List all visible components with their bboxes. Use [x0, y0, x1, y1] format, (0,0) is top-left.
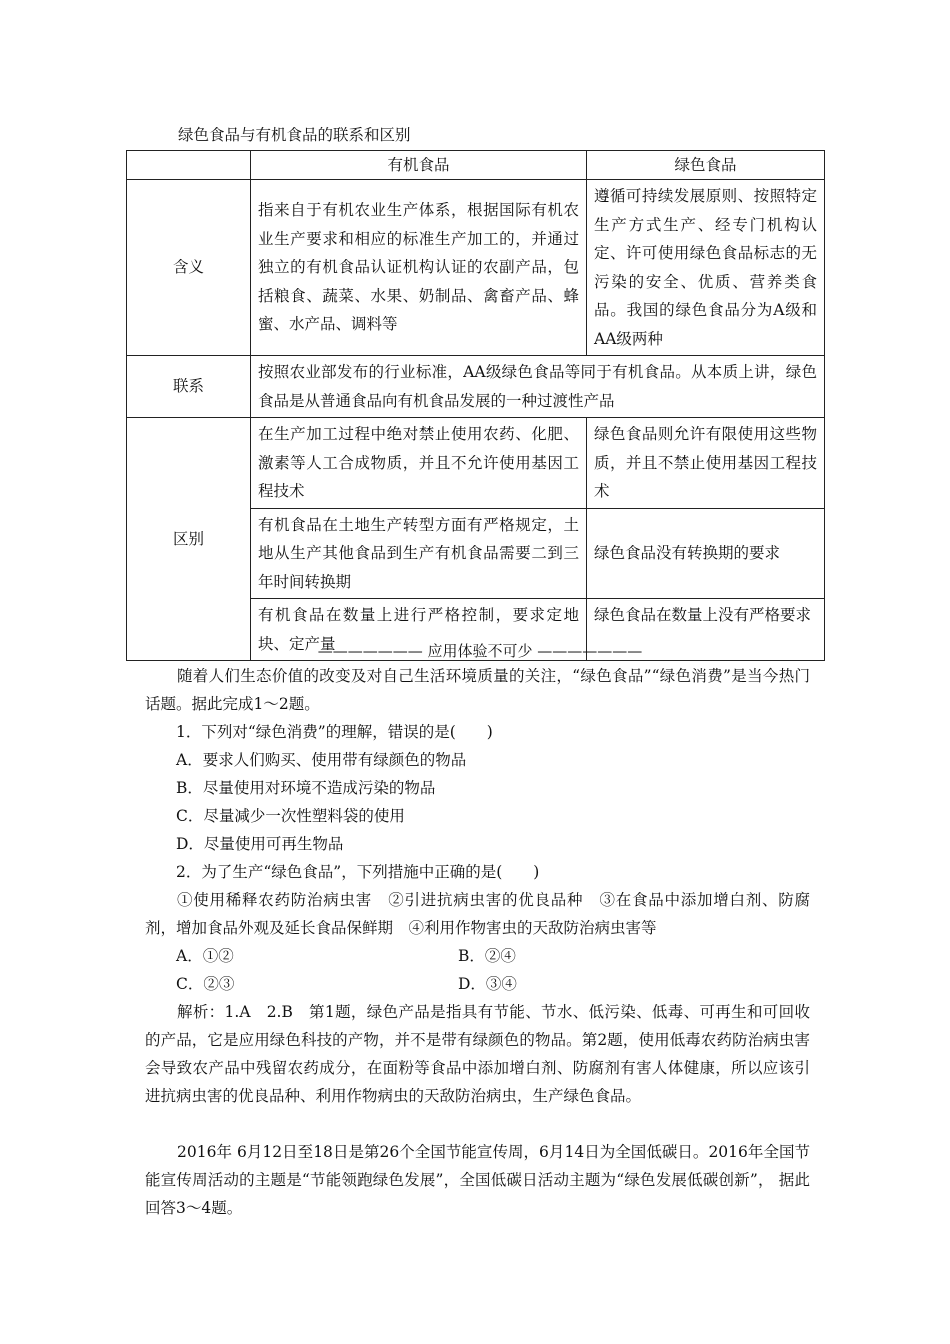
question-1-option-c: C．尽量减少一次性塑料袋的使用	[176, 807, 405, 825]
row-label-difference: 区别	[127, 418, 251, 661]
question-2-option-a: A．①②	[176, 947, 234, 965]
difference-organic-cell: 在生产加工过程中绝对禁止使用农药、化肥、激素等人工合成物质，并且不允许使用基因工程技术	[251, 418, 587, 509]
row-label-relation: 联系	[127, 356, 251, 418]
meaning-organic-cell: 指来自于有机农业生产体系，根据国际有机农业生产要求和相应的标准生产加工的，并通过独立的有机食品认证机构认证的农副产品，包括粮食、蔬菜、水果、奶制品、禽畜产品、蜂蜜、水产品、调料等	[251, 180, 587, 356]
question-2-measures: ①使用稀释农药防治病虫害 ②引进抗病虫害的优良品种 ③在食品中添加增白剂、防腐剂，增加食品外观及延长食品保鲜期 ④利用作物害虫的天敌防治病虫害等	[145, 891, 810, 937]
paragraph-2016: 2016年 6月12日至18日是第26个全国节能宣传周，6月14日为全国低碳日。2016年全国节能宣传周活动的主题是“节能领跑绿色发展”，全国低碳日活动主题为“绿色发展低碳创新”， 据此回答3～4题。	[145, 1143, 810, 1217]
question-2-stem: 2．为了生产“绿色食品”，下列措施中正确的是( )	[176, 863, 540, 881]
header-organic: 有机食品	[251, 151, 587, 180]
difference-organic-cell: 有机食品在土地生产转型方面有严格规定，土地从生产其他食品到生产有机食品需要二到三年时间转换期	[251, 508, 587, 599]
difference-green-cell: 绿色食品则允许有限使用这些物质，并且不禁止使用基因工程技术	[587, 418, 825, 509]
meaning-green-cell: 遵循可持续发展原则、按照特定生产方式生产、经专门机构认定、许可使用绿色食品标志的无污染的安全、优质、营养类食品。我国的绿色食品分为A级和AA级两种	[587, 180, 825, 356]
question-1-stem: 1．下列对“绿色消费”的理解，错误的是( )	[176, 723, 493, 741]
section-divider: ——————— 应用体验不可少 ———————	[317, 642, 643, 660]
question-2-option-c: C．②③	[176, 975, 235, 993]
row-label-meaning: 含义	[127, 180, 251, 356]
question-1-option-b: B．尽量使用对环境不造成污染的物品	[176, 779, 436, 797]
table-header-row	[127, 151, 825, 180]
difference-organic-cell: 有机食品在数量上进行严格控制，要求定地块、定产量	[251, 599, 587, 661]
question-2-option-b: B．②④	[458, 947, 516, 965]
table-row-meaning	[127, 180, 825, 356]
difference-green-cell: 绿色食品在数量上没有严格要求	[587, 599, 825, 661]
question-1-option-a: A．要求人们购买、使用带有绿颜色的物品	[176, 751, 467, 769]
header-empty-cell	[127, 151, 251, 180]
header-green: 绿色食品	[587, 151, 825, 180]
question-2-option-d: D．③④	[458, 975, 517, 993]
table-row-relation	[127, 356, 825, 418]
comparison-table	[126, 150, 825, 661]
table-row-difference-1	[127, 418, 825, 509]
question-1-option-d: D．尽量使用可再生物品	[176, 835, 344, 853]
analysis-paragraph: 解析：1.A 2.B 第1题，绿色产品是指具有节能、节水、低污染、低毒、可再生和可回收的产品，它是应用绿色科技的产物，并不是带有绿颜色的物品。第2题，使用低毒农药防治病虫害会导致农产品中残留农药成分，在面粉等食品中添加增白剂、防腐剂有害人体健康，所以应该引进抗病虫害的优良品种、利用作物病虫的天敌防治病虫，生产绿色食品。	[145, 1003, 810, 1105]
difference-green-cell: 绿色食品没有转换期的要求	[587, 508, 825, 599]
table-title: 绿色食品与有机食品的联系和区别	[178, 126, 411, 144]
relation-cell: 按照农业部发布的行业标准，AA级绿色食品等同于有机食品。从本质上讲，绿色食品是从普通食品向有机食品发展的一种过渡性产品	[251, 356, 825, 418]
intro-paragraph: 随着人们生态价值的改变及对自己生活环境质量的关注，“绿色食品”“绿色消费”是当今热门话题。据此完成1～2题。	[145, 667, 810, 713]
